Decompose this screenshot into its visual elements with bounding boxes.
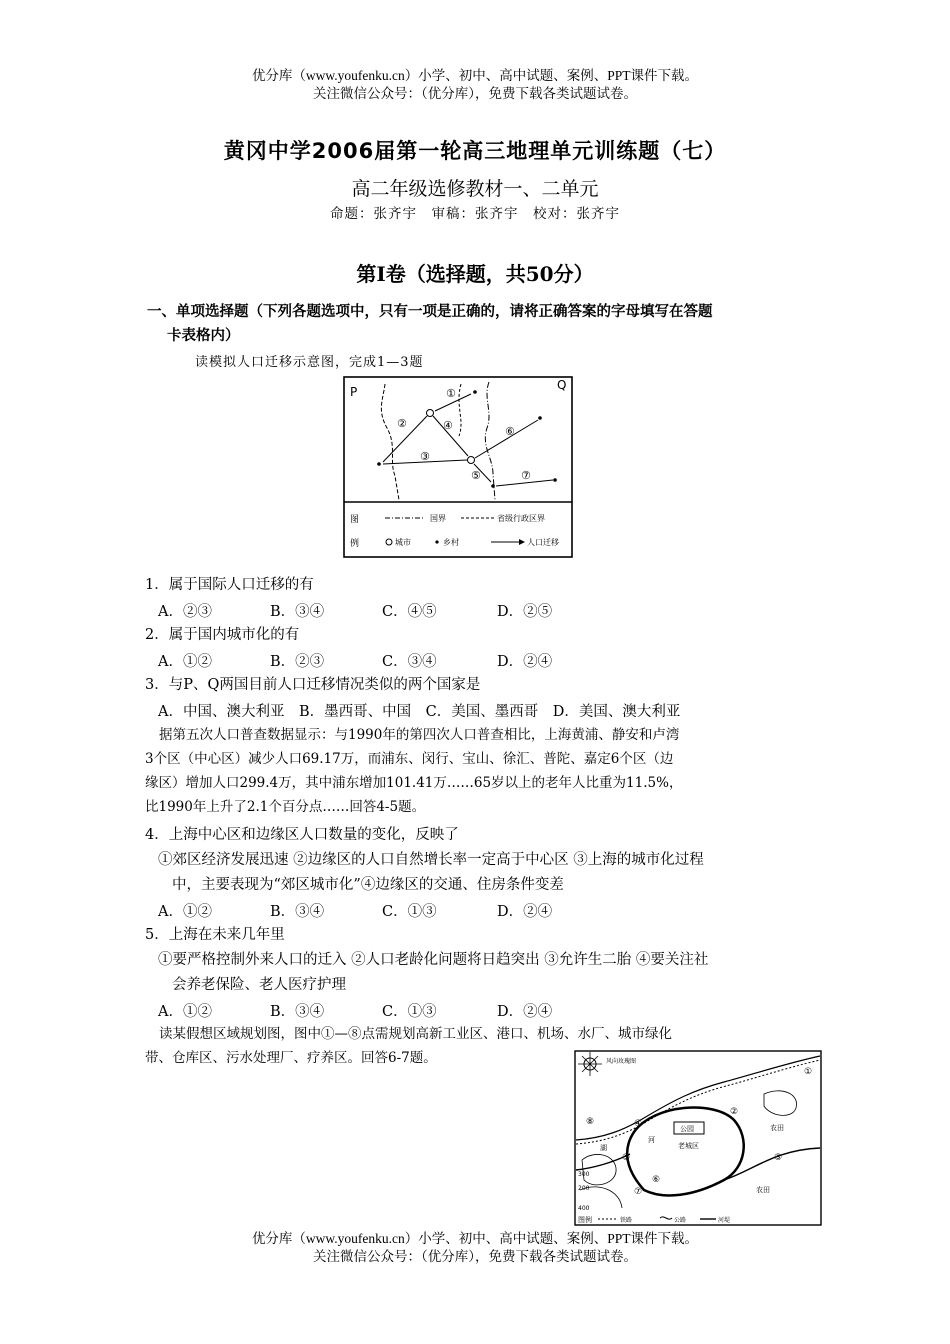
q5-option-a[interactable]: A．①② — [158, 1004, 212, 1020]
map1-legend-border: 国界 — [430, 514, 446, 523]
map1-village-5 — [553, 478, 557, 482]
q1-option-d[interactable]: D．②⑤ — [497, 604, 553, 620]
passage-4-5-line-1: 据第五次人口普查数据显示：与1990年的第四次人口普查相比，上海黄浦、静安和卢湾 — [159, 727, 680, 743]
map1-village-4 — [491, 484, 495, 488]
map1-label-q: Q — [557, 378, 567, 392]
q1-option-b[interactable]: B．③④ — [270, 604, 325, 620]
credits-line: 命题：张齐宇 审稿：张齐宇 校对：张齐宇 — [330, 206, 620, 222]
map2-mark-3: ③ — [774, 1153, 783, 1163]
map1-mark-7: ⑦ — [521, 469, 531, 482]
map1-legend-admin: 省级行政区界 — [497, 514, 545, 523]
q5-option-d[interactable]: D．②④ — [497, 1004, 553, 1020]
map1-mark-6: ⑥ — [505, 425, 515, 438]
section-heading — [147, 300, 817, 348]
q5-option-b[interactable]: B．③④ — [270, 1004, 325, 1020]
map1-mark-5: ⑤ — [471, 469, 481, 482]
map1-mark-4: ④ — [443, 419, 453, 432]
map2-legend-title: 图例 — [578, 1216, 592, 1224]
map2-mark-7: ⑦ — [634, 1187, 643, 1197]
map2-legend-rail: 铁路 — [620, 1217, 633, 1224]
passage-4-5 — [145, 723, 815, 819]
q5-option-c[interactable]: C．①③ — [382, 1004, 437, 1020]
volume-heading: 第I卷（选择题，共50分） — [356, 262, 594, 286]
page-subtitle: 高二年级选修教材一、二单元 — [351, 178, 599, 200]
passage-4-5-line-4: 比1990年上升了2.1个百分点……回答4-5题。 — [145, 799, 426, 815]
map1-label-p: P — [350, 385, 358, 399]
map2-contour-300: 300 — [578, 1171, 590, 1178]
q4-option-d[interactable]: D．②④ — [497, 904, 553, 920]
passage-6-7-line-1: 读某假想区域规划图，图中①—⑧点需规划高新工业区、港口、机场、水厂、城市绿化 — [159, 1026, 672, 1042]
map2-mark-5: ⑤ — [622, 1153, 631, 1163]
q4-statement-line-1: ①郊区经济发展迅速 ②边缘区的人口自然增长率一定高于中心区 ③上海的城市化过程 — [158, 852, 704, 868]
map2-oldtown: 老城区 — [678, 1142, 699, 1150]
map2-farm-2: 农田 — [756, 1186, 770, 1194]
map2-mark-1: ① — [804, 1067, 813, 1077]
map1-legend-title-2: 例 — [350, 539, 360, 549]
map1-village-3 — [538, 416, 542, 420]
map2-river-label: 河 — [648, 1136, 655, 1144]
passage-4-5-line-2: 3个区（中心区）减少人口69.17万，而浦东、闵行、宝山、徐汇、普陀、嘉定6个区（边 — [145, 751, 674, 767]
map2-lake: 湖 — [600, 1144, 607, 1152]
map1-legend-migration: 人口迁移 — [527, 538, 559, 547]
q5-statement-line-2: 会养老保险、老人医疗护理 — [172, 977, 346, 993]
map1-village-1 — [377, 462, 381, 466]
footer-line-1: 优分库（www.youfenku.cn）小学、初中、高中试题、案例、PPT课件下载。 — [251, 1231, 699, 1246]
q4-stem: 4．上海中心区和边缘区人口数量的变化，反映了 — [145, 827, 459, 843]
map2-mark-6: ⑥ — [652, 1175, 661, 1185]
passage-6-7-line-2: 带、仓库区、污水处理厂、疗养区。回答6-7题。 — [145, 1050, 437, 1066]
q1-stem: 1．属于国际人口迁移的有 — [145, 577, 314, 593]
map2-legend-road: 公路 — [674, 1217, 687, 1224]
map2-frame — [575, 1051, 821, 1225]
map1-legend-title-1: 图 — [350, 515, 360, 525]
map1-mark-1: ① — [446, 387, 456, 400]
map2-wind-label: 风向玫瑰图 — [606, 1058, 637, 1065]
page-title: 黄冈中学2006届第一轮高三地理单元训练题（七） — [223, 139, 727, 163]
q2-stem: 2．属于国内城市化的有 — [145, 627, 300, 643]
header-line-2: 关注微信公众号：（优分库），免费下载各类试题试卷。 — [313, 86, 637, 101]
map1-legend-village-symbol — [435, 540, 438, 543]
map2-legend-dam: 河堤 — [718, 1217, 731, 1224]
q4-option-b[interactable]: B．③④ — [270, 904, 325, 920]
passage-4-5-line-3: 缘区）增加人口299.4万，其中浦东增加101.41万……65岁以上的老年人比重为11.5%， — [145, 775, 683, 791]
q3-options[interactable]: A．中国、澳大利亚 B．墨西哥、中国 C．美国、墨西哥 D．美国、澳大利亚 — [158, 704, 681, 720]
migration-map — [343, 376, 573, 558]
map2-contour-400: 400 — [578, 1205, 590, 1212]
map2-farm-1: 农田 — [770, 1124, 784, 1132]
map2-mark-2: ② — [730, 1107, 739, 1117]
q4-option-a[interactable]: A．①② — [158, 904, 212, 920]
q2-option-d[interactable]: D．②④ — [497, 654, 553, 670]
header-line-1: 优分库（www.youfenku.cn）小学、初中、高中试题、案例、PPT课件下载。 — [251, 68, 699, 83]
q1-option-c[interactable]: C．④⑤ — [382, 604, 437, 620]
footer-line-2: 关注微信公众号：（优分库），免费下载各类试题试卷。 — [313, 1249, 637, 1264]
q2-option-b[interactable]: B．②③ — [270, 654, 325, 670]
map2-contour-200: 200 — [578, 1185, 590, 1192]
map1-mark-3: ③ — [420, 450, 430, 463]
q5-statement-line-1: ①要严格控制外来人口的迁入 ②人口老龄化问题将日趋突出 ③允许生二胎 ④要关注社 — [158, 952, 709, 968]
q2-option-a[interactable]: A．①② — [158, 654, 212, 670]
section-heading-line-2: 卡表格内） — [167, 327, 240, 344]
map1-mark-2: ② — [397, 417, 407, 430]
map2-park: 公园 — [680, 1125, 694, 1133]
map1-intro: 读模拟人口迁移示意图，完成1—3题 — [195, 355, 424, 370]
q3-stem: 3．与P、Q两国目前人口迁移情况类似的两个国家是 — [145, 677, 481, 693]
q1-option-a[interactable]: A．②③ — [158, 604, 212, 620]
q4-option-c[interactable]: C．①③ — [382, 904, 437, 920]
map1-legend-village: 乡村 — [443, 538, 459, 547]
map2-mark-8: ⑧ — [586, 1117, 595, 1127]
q4-statement-line-2: 中，主要表现为“郊区城市化”④边缘区的交通、住房条件变差 — [172, 877, 564, 893]
map1-village-2 — [473, 390, 477, 394]
q5-stem: 5．上海在未来几年里 — [145, 927, 285, 943]
planning-map — [574, 1050, 822, 1226]
map1-frame — [344, 377, 572, 557]
q2-option-c[interactable]: C．③④ — [382, 654, 437, 670]
map2-mark-4: ④ — [634, 1119, 643, 1129]
map1-legend-city: 城市 — [395, 538, 411, 547]
section-heading-line-1: 一、单项选择题（下列各题选项中，只有一项是正确的，请将正确答案的字母填写在答题 — [147, 303, 713, 320]
